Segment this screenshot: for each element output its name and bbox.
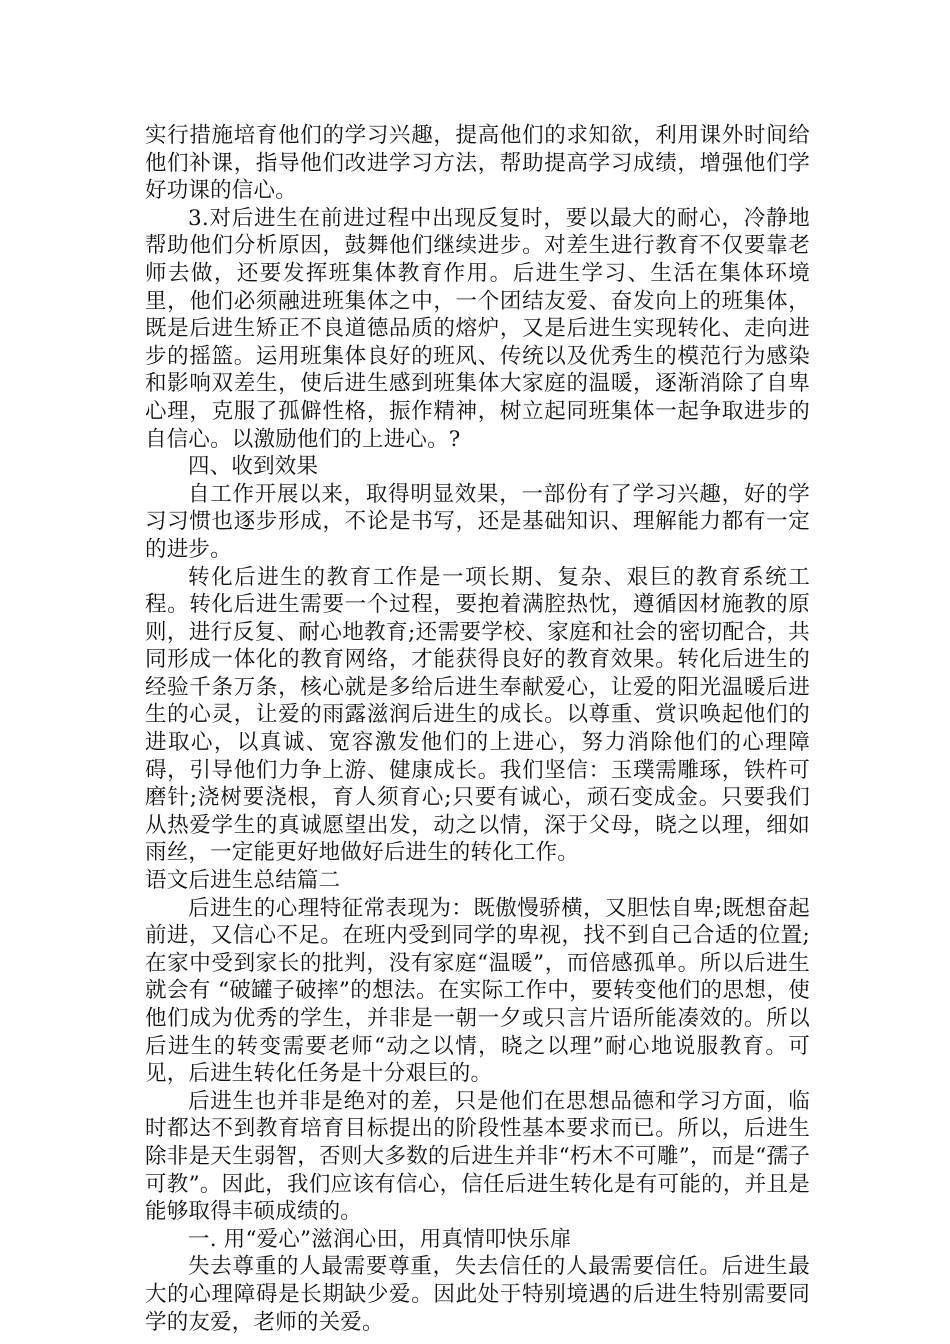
paragraph-4: 自工作开展以来，取得明显效果，一部份有了学习兴趣，好的学习习惯也逐步形成，不论是书写，还是基础知识、理解能力都有一定的进步。: [145, 481, 810, 562]
section-heading-results: 四、收到效果: [188, 454, 319, 480]
paragraph-7: 后进生的心理特征常表现为：既傲慢骄横，又胆怯自卑;既想奋起前进，又信心不足。在班内受到同学的卑视，找不到自己合适的位置;在家中受到家长的批判，没有家庭“温暖”，而倍感孤单。所以后进生就会有 “破罐子破摔”的想法。在实际工作中，要转变他们的思想，使他们成为优秀的学生，并非是一朝一夕或只言片语所能凑效的。所以后进生的转变需要老师“动之以情，晓之以理”耐心地说服教育。可见，后进生转化任务是十分艰巨的。: [145, 895, 810, 1087]
paragraph-10: 失去尊重的人最需要尊重，失去信任的人最需要信任。后进生最大的心理障碍是长期缺少爱。因此处于特别境遇的后进生特别需要同学的友爱，老师的关爱。: [145, 1254, 810, 1335]
paragraph-8: 后进生也并非是绝对的差，只是他们在思想品德和学习方面，临时都达不到教育培育目标提出的阶段性基本要求而已。所以，后进生除非是天生弱智，否则大多数的后进生并非“朽木不可雕”，而是“孺子可教”。因此，我们应该有信心，信任后进生转化是有可能的，并且是能够取得丰硕成绩的。: [145, 1088, 810, 1225]
section-title-part-two: 语文后进生总结篇二: [145, 868, 341, 894]
section-heading-love: 一. 用“爱心”滋润心田，用真情叩快乐扉: [188, 1226, 572, 1252]
paragraph-2: 3.对后进生在前进过程中出现反复时，要以最大的耐心，冷静地帮助他们分析原因，鼓舞他们继续进步。对差生进行教育不仅要靠老师去做，还要发挥班集体教育作用。后进生学习、生活在集体环境里，他们必须融进班集体之中，一个团结友爱、奋发向上的班集体，既是后进生矫正不良道德品质的熔炉，又是后进生实现转化、走向进步的摇篮。运用班集体良好的班风、传统以及优秀生的模范行为感染和影响双差生，使后进生感到班集体大家庭的温暖，逐渐消除了自卑心理，克服了孤僻性格，振作精神，树立起同班集体一起争取进步的自信心。以激励他们的上进心。?: [145, 205, 810, 452]
document-page: [145, 122, 810, 1336]
paragraph-5: 转化后进生的教育工作是一项长期、复杂、艰巨的教育系统工程。转化后进生需要一个过程，要抱着满腔热忱，遵循因材施教的原则，进行反复、耐心地教育;还需要学校、家庭和社会的密切配合，共同形成一体化的教育网络，才能获得良好的教育效果。转化后进生的经验千条万条，核心就是多给后进生奉献爱心，让爱的阳光温暖后进生的心灵，让爱的雨露滋润后进生的成长。以尊重、赏识唤起他们的进取心，以真诚、宽容激发他们的上进心，努力消除他们的心理障碍，引导他们力争上游、健康成长。我们坚信：玉璞需雕琢，铁杵可磨针;浇树要浇根，育人须育心;只要有诚心，顽石变成金。只要我们从热爱学生的真诚愿望出发，动之以情，深于父母，晓之以理，细如雨丝，一定能更好地做好后进生的转化工作。: [145, 564, 810, 866]
paragraph-1: 实行措施培育他们的学习兴趣，提高他们的求知欲，利用课外时间给他们补课，指导他们改进学习方法，帮助提高学习成绩，增强他们学好功课的信心。: [145, 123, 810, 204]
